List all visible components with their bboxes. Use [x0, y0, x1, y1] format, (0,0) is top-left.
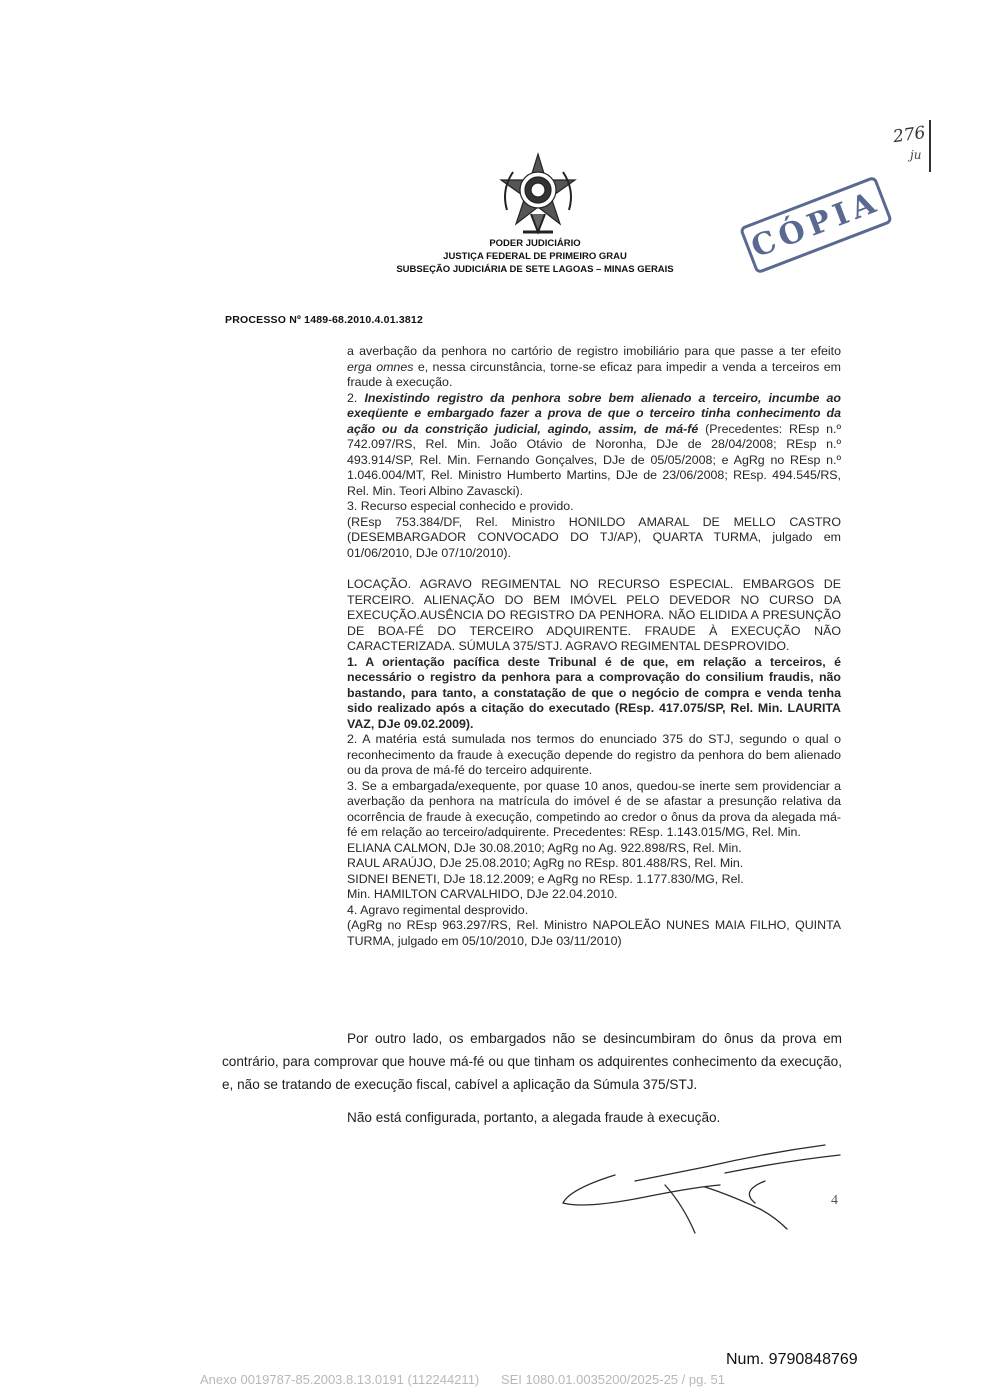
quote2-line-b: RAUL ARAÚJO, DJe 25.08.2010; AgRg no REsp. 801.488/RS, Rel. Min.	[347, 856, 744, 870]
quote1-p2-bold: Inexistindo registro da penhora sobre bem alienado a terceiro, incumbe ao exeqüente e embargado fazer a prova de que o terceiro tinha conhecimento da ação ou da constrição judicial, agindo, assim, de má-fé	[347, 390, 841, 436]
quote2-item-4: 4. Agravo regimental desprovido.	[347, 902, 529, 917]
quote1-paragraph-2	[347, 391, 841, 500]
quote1-paragraph-1	[347, 344, 841, 391]
quote1-p1-post: e, nessa circunstância, torne-se eficaz para impedir a venda a terceiros em fraude à execução.	[347, 359, 841, 389]
header-line-3: SUBSEÇÃO JUDICIÁRIA DE SETE LAGOAS – MINAS GERAIS	[396, 264, 674, 275]
quote2-item-1: 1. A orientação pacífica deste Tribunal é de que, em relação a terceiros, é necessário o registro da penhora para a comprovação do consilium fraudis, não bastando, para tanto, a constatação de que o negócio de compra e venda tenha sido realizado após a citação do executado (REsp. 417.075/SP, Rel. Min. LAURITA VAZ, DJe 09.02.2009).	[347, 654, 841, 731]
copy-stamp: CÓPIA	[739, 175, 893, 274]
quote1-p2-rest: (Precedentes: REsp n.º 742.097/RS, Rel. Min. João Otávio de Noronha, DJe de 28/04/2008; REsp n.º 493.914/SP, Rel. Min. Fernando Gonçalves, DJe de 05/05/2008; e AgRg no REsp n.º 1.046.004/MT, Rel. Ministro Humberto Martins, DJe de 23/06/2008; REsp. 494.545/RS, Rel. Min. Teori Albino Zavascki).	[347, 421, 841, 498]
header-line-2: JUSTIÇA FEDERAL DE PRIMEIRO GRAU	[443, 251, 627, 262]
header-line-1: PODER JUDICIÁRIO	[489, 238, 581, 249]
body-paragraph-2: Não está configurada, portanto, a alegada fraude à execução.	[347, 1110, 721, 1125]
footer-right: SEI 1080.01.0035200/2025-25 / pg. 51	[500, 1372, 726, 1387]
jurisprudence-quote	[347, 344, 841, 949]
quote1-citation: (REsp 753.384/DF, Rel. Ministro HONILDO AMARAL DE MELLO CASTRO (DESEMBARGADOR CONVOCADO DO TJ/AP), QUARTA TURMA, julgado em 01/06/2010, DJe 07/10/2010).	[347, 514, 841, 560]
quote2-line-a: ELIANA CALMON, DJe 30.08.2010; AgRg no Ag. 922.898/RS, Rel. Min.	[347, 840, 742, 855]
quote2-line-d: Min. HAMILTON CARVALHIDO, DJe 22.04.2010.	[347, 887, 618, 901]
quote1-p2-num: 2.	[347, 390, 365, 405]
quote2-item-2: 2. A matéria está sumulada nos termos do enunciado 375 do STJ, segundo o qual o reconhecimento da fraude à execução depende do registro da penhora do bem alienado ou da prova de má-fé do terceiro adquirente.	[347, 732, 841, 777]
body-text	[222, 1027, 842, 1129]
quote1-paragraph-3: 3. Recurso especial conhecido e provido.	[347, 499, 574, 513]
quote1-p1-latin: erga omnes	[347, 359, 414, 374]
handwritten-bracket	[925, 120, 931, 172]
court-header	[300, 237, 770, 276]
footer-left: Anexo 0019787-85.2003.8.13.0191 (112244211)	[200, 1372, 480, 1387]
handwritten-initials: ju	[910, 148, 922, 162]
document-number: Num. 9790848769	[726, 1351, 858, 1368]
process-number: PROCESSO Nº 1489-68.2010.4.01.3812	[225, 314, 424, 326]
handwritten-page-number: 276	[891, 122, 927, 148]
signature-icon	[555, 1125, 845, 1245]
quote2-line-c: SIDNEI BENETI, DJe 18.12.2009; e AgRg no REsp. 1.177.830/MG, Rel.	[347, 871, 744, 886]
body-paragraph-1: Por outro lado, os embargados não se desincumbiram do ônus da prova em contrário, para comprovar que houve má-fé ou que tinham os adquirentes conhecimento da execução, e, não se tratando de execução fiscal, cabível a aplicação da Súmula 375/STJ.	[222, 1031, 842, 1092]
coat-of-arms-icon	[493, 150, 583, 240]
quote1-p1-pre: a averbação da penhora no cartório de registro imobiliário para que passe a ter efeito	[347, 344, 841, 358]
quote2-item-3: 3. Se a embargada/exequente, por quase 10 anos, quedou-se inerte sem providenciar a averbação da penhora na matrícula do imóvel é de se afastar a presunção relativa da ocorrência de fraude à execução, competindo ao credor o ônus da prova da alegada má-fé em relação ao terceiro/adquirente. Precedentes: REsp. 1.143.015/MG, Rel. Min.	[347, 778, 841, 839]
footer-reference	[200, 1372, 725, 1387]
page-number: 4	[831, 1193, 838, 1208]
quote2-ementa: LOCAÇÃO. AGRAVO REGIMENTAL NO RECURSO ESPECIAL. EMBARGOS DE TERCEIRO. ALIENAÇÃO DO BEM IMÓVEL PELO DEVEDOR NO CURSO DA EXECUÇÃO.AUSÊNCIA DO REGISTRO DA PENHORA. NÃO ELIDIDA A PRESUNÇÃO DE BOA-FÉ DO TERCEIRO ADQUIRENTE. FRAUDE À EXECUÇÃO NÃO CARACTERIZADA. SÚMULA 375/STJ. AGRAVO REGIMENTAL DESPROVIDO.	[347, 577, 841, 653]
quote2-citation: (AgRg no REsp 963.297/RS, Rel. Ministro NAPOLEÃO NUNES MAIA FILHO, QUINTA TURMA, julgado em 05/10/2010, DJe 03/11/2010)	[347, 918, 841, 948]
